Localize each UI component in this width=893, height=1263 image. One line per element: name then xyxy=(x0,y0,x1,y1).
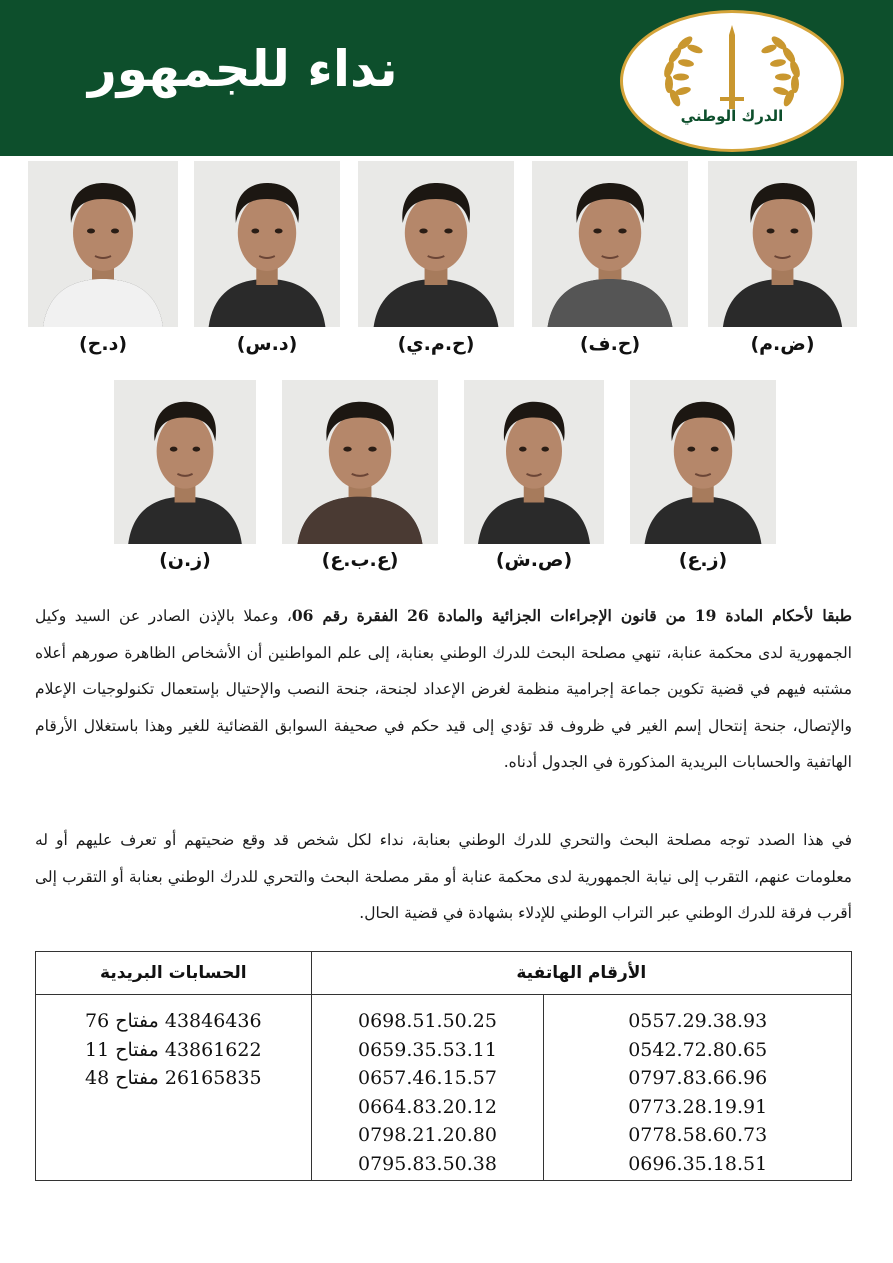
suspect-photo-ds xyxy=(194,161,340,327)
postal-account: 43846436 مفتاح 76 xyxy=(85,1010,262,1032)
accounts-column xyxy=(36,995,312,1181)
phone-number: 0698.51.50.25 xyxy=(357,1010,497,1032)
notice-paragraph-1 xyxy=(35,598,852,781)
suspect-photo-aba xyxy=(282,380,438,544)
appeal-text: في هذا الصدد توجه مصلحة البحث والتحري للدرك الوطني بعنابة، نداء لكل شخص قد وقع ضحيتهم أو تعرف عليهم أو له معلومات عنهم، التقرب إلى نيابة الجمهورية لدى محكمة عنابة أو مقر مصلحة البحث والتحري للدرك الوطني بعنابة أو التقرب إلى أقرب فرقة للدرك الوطني عبر التراب الوطني للإدلاء بشهادة في قضية الحال. xyxy=(35,831,852,922)
logo-caption: الدرك الوطني xyxy=(680,107,784,125)
gendarmerie-logo xyxy=(620,10,844,152)
phone-number: 0773.28.19.91 xyxy=(628,1095,768,1118)
suspect-label-2: (د.س) xyxy=(236,333,298,355)
phone-number: 0557.29.38.93 xyxy=(628,1010,768,1032)
phone-number: 0657.46.15.57 xyxy=(357,1067,497,1089)
page-title: نداء للجمهور xyxy=(88,40,398,98)
suspect-label-6: (ز.ن) xyxy=(159,549,211,571)
phones-header: الأرقام الهاتفية xyxy=(311,952,851,995)
laurel-sword-icon xyxy=(623,13,841,149)
notice-text: ، وعملا بالإذن الصادر عن السيد وكيل الجمهورية لدى محكمة عنابة، تنهي مصلحة البحث للدرك الوطني بعنابة، إلى علم المواطنين أن الأشخاص الظاهرة صورهم أعلاه مشتبه فيهم في قضية تكوين جماعة إجرامية منظمة لغرض الإعداد لجنحة، جنحة النصب والإحتيال بإستعمال تكنولوجيات الإعلام والإتصال، جنحة إنتحال إسم الغير في ظروف قد تؤدي إلى قيد حكم في صحيفة السوابق القضائية للغير وهذا باستغلال الأرقام الهاتفية والحسابات البريدية المذكورة في الجدول أدناه. xyxy=(35,607,852,771)
phone-number: 0797.83.66.96 xyxy=(628,1067,768,1089)
header-banner xyxy=(0,0,893,156)
suspect-photo-dm xyxy=(708,161,857,327)
suspect-photo-hf xyxy=(532,161,688,327)
phone-number: 0778.58.60.73 xyxy=(628,1124,768,1146)
notice-paragraph-2 xyxy=(35,822,852,932)
phone-number: 0659.35.53.11 xyxy=(357,1038,497,1061)
phone-number: 0664.83.20.12 xyxy=(357,1095,497,1118)
suspect-label-7: (ع.ب.ع) xyxy=(321,549,399,571)
phones-column-right xyxy=(544,995,852,1181)
phone-number: 0798.21.20.80 xyxy=(357,1124,497,1146)
suspect-label-1: (د.ح) xyxy=(78,333,128,355)
suspect-label-5: (ض.م) xyxy=(750,333,815,355)
postal-account: 43861622 مفتاح 11 xyxy=(85,1038,262,1061)
legal-reference: طبقا لأحكام المادة 19 من قانون الإجراءات الجزائية والمادة 26 الفقرة رقم 06 xyxy=(291,606,852,625)
suspect-photo-hmy xyxy=(358,161,514,327)
suspect-label-8: (ص.ش) xyxy=(495,549,573,571)
phone-number: 0795.83.50.38 xyxy=(357,1152,497,1175)
contacts-table xyxy=(35,951,852,1181)
suspect-photo-dh xyxy=(28,161,178,327)
suspect-photo-sh xyxy=(464,380,604,544)
suspect-label-3: (ح.م.ي) xyxy=(397,333,475,355)
phone-number: 0696.35.18.51 xyxy=(628,1152,768,1175)
suspect-label-9: (ز.ع) xyxy=(678,549,728,571)
phone-number: 0542.72.80.65 xyxy=(628,1038,768,1061)
suspect-photo-za xyxy=(630,380,776,544)
accounts-header: الحسابات البريدية xyxy=(36,952,312,995)
suspect-photo-zn xyxy=(114,380,256,544)
suspect-label-4: (ح.ف) xyxy=(579,333,641,355)
phones-column-left xyxy=(311,995,544,1181)
postal-account: 26165835 مفتاح 48 xyxy=(85,1067,262,1089)
